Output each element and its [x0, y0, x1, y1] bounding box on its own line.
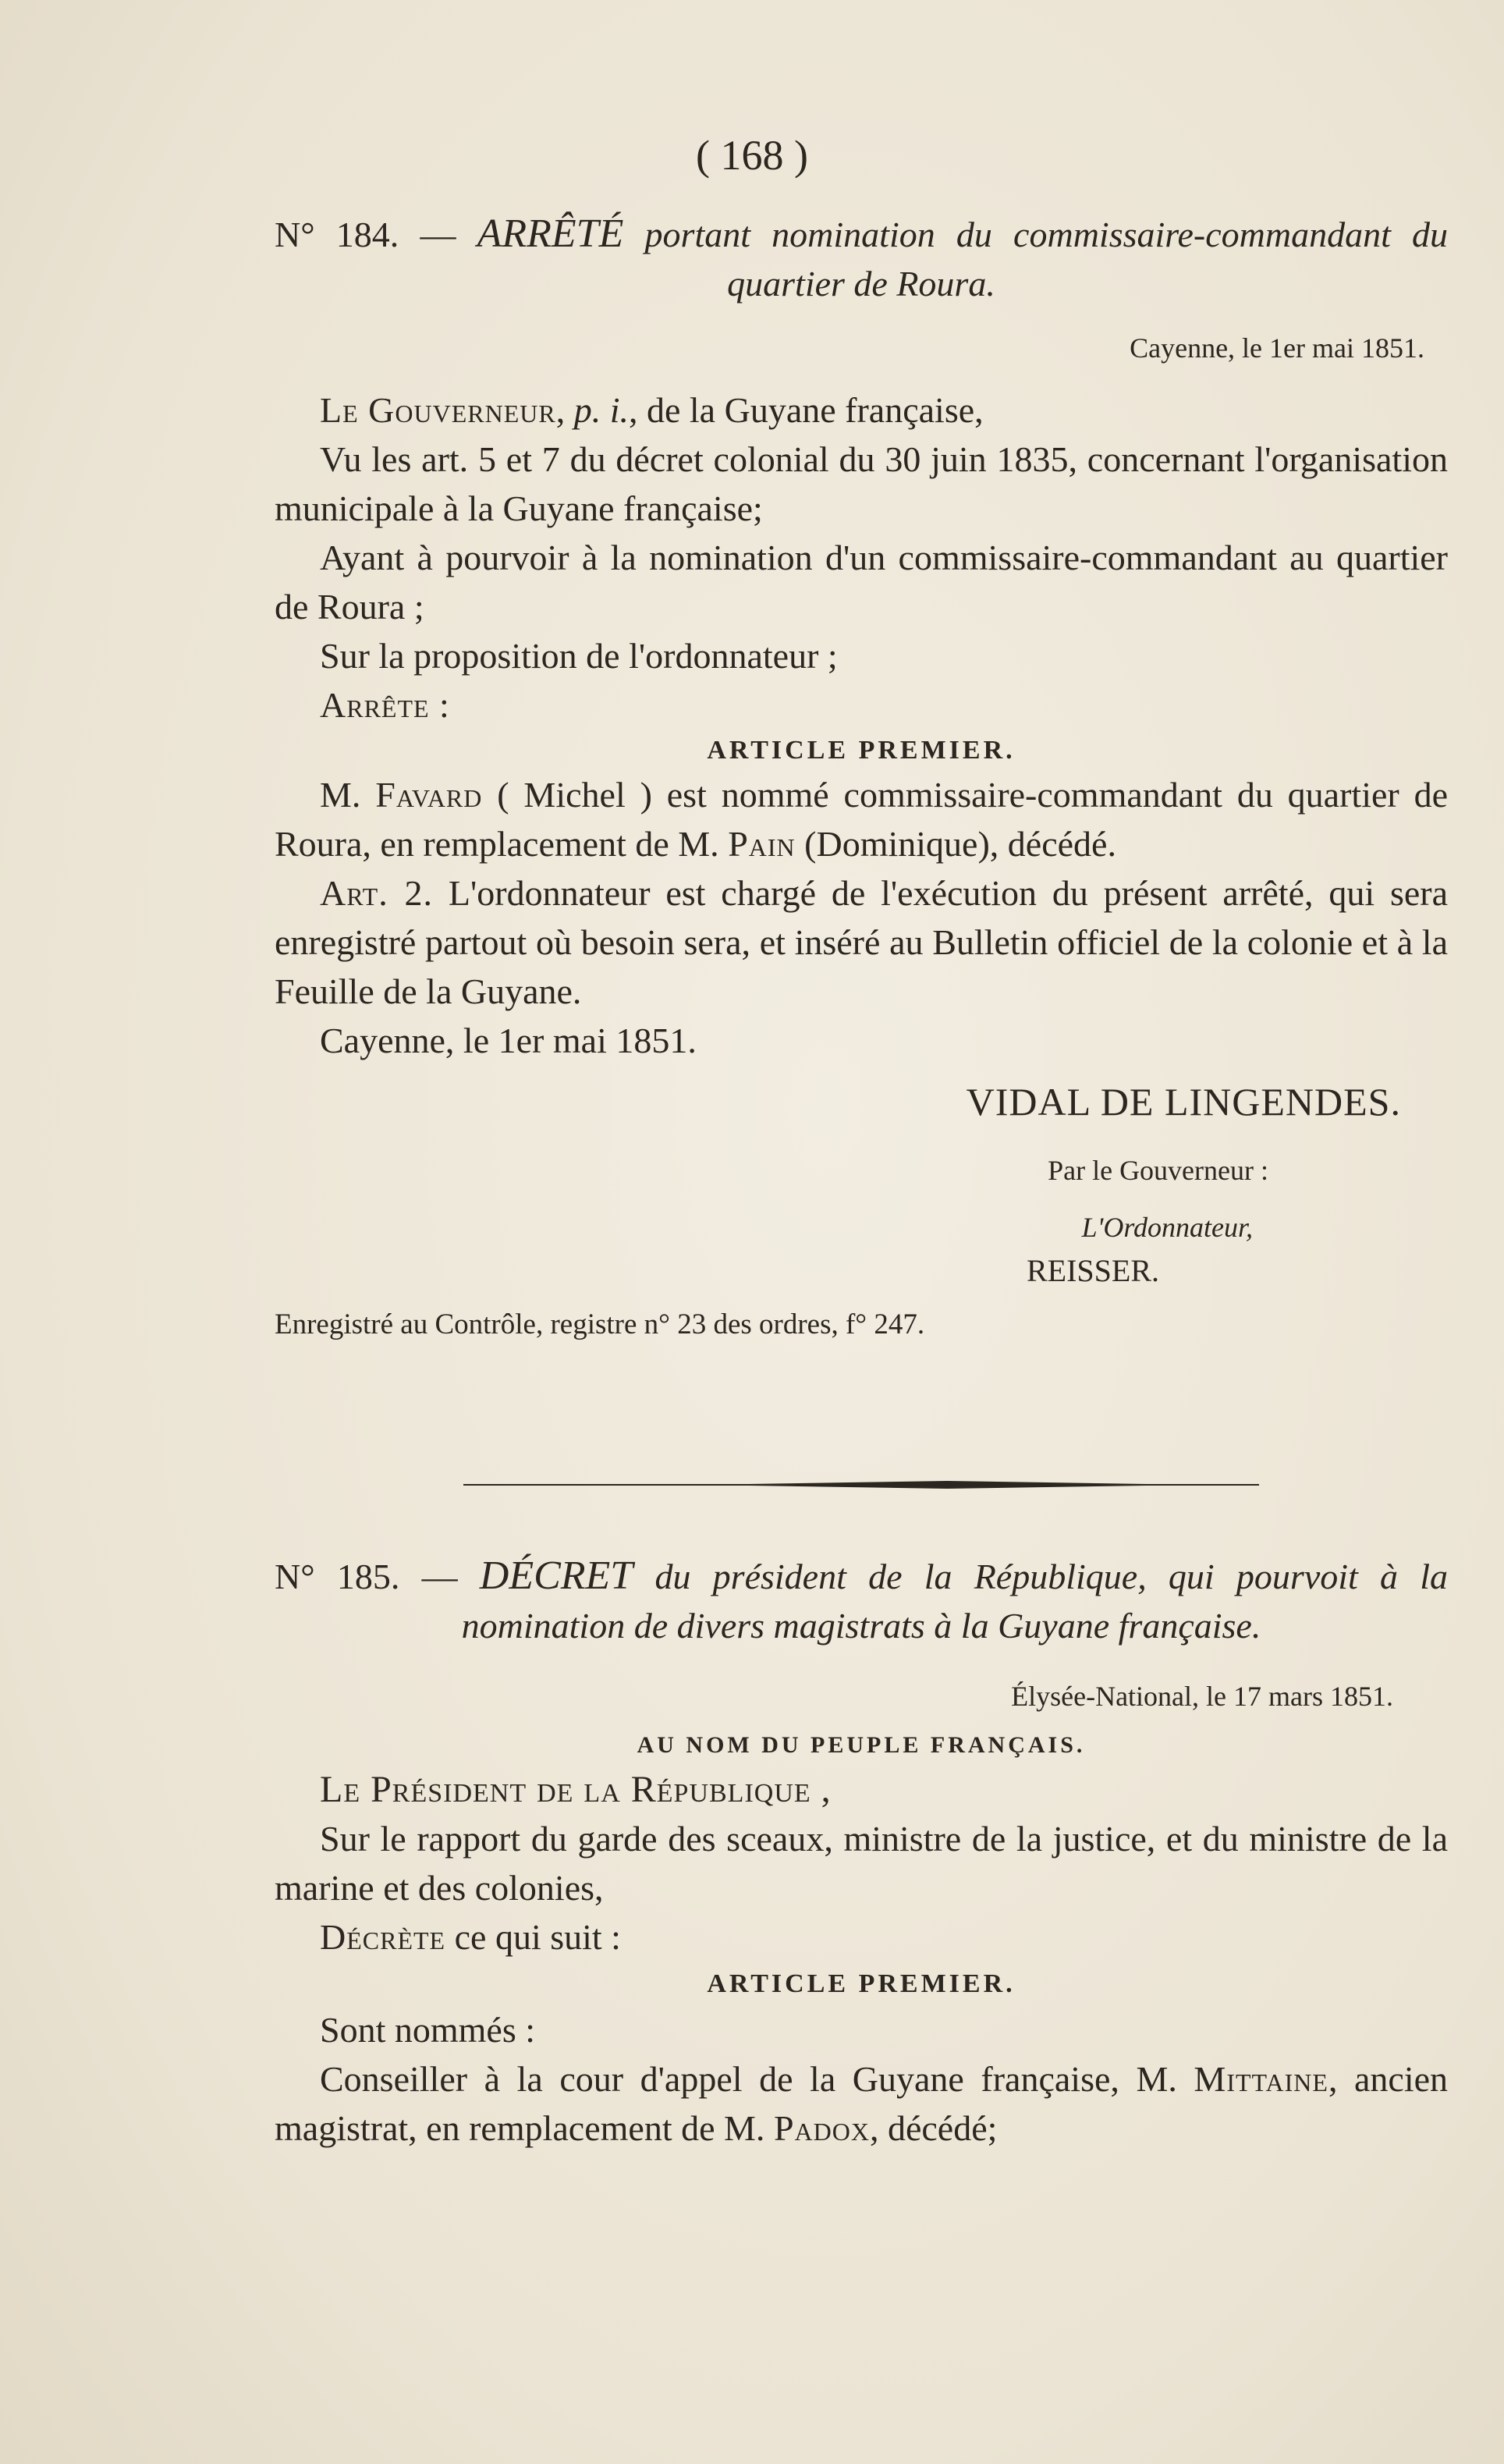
decree-184-article-heading: ARTICLE PREMIER.: [707, 736, 1016, 765]
decree-185-title: du président de la République, qui pourvoit à la nomination de divers magistrats à la Guyane française.: [461, 1557, 1449, 1646]
decree-185-sont-nommes: Sont nommés :: [320, 2010, 536, 2050]
art1-name: Favard: [375, 775, 483, 815]
decree-184-article-2: [275, 868, 1448, 1016]
decree-185-title-word: DÉCRET: [479, 1553, 633, 1598]
governor-interim: p. i.: [573, 390, 629, 430]
decree-185-sur: Sur le rapport du garde des sceaux, ministre de la justice, et du ministre de la marine et des colonies,: [275, 1819, 1448, 1908]
decree-184-sur: Sur la proposition de l'ordonnateur ;: [320, 636, 838, 676]
decree-185: [275, 1551, 1448, 2153]
decree-184-number: N° 184.: [275, 215, 399, 254]
page-number: ( 168 ): [696, 132, 808, 179]
art2-label: Art. 2.: [320, 873, 434, 913]
conseiller-name: Mittaine: [1194, 2059, 1328, 2099]
art1-prefix: M.: [320, 775, 361, 815]
decree-185-place-date: Élysée-National, le 17 mars 1851.: [1011, 1681, 1393, 1712]
par-le-gouverneur: Par le Gouverneur :: [1048, 1155, 1268, 1186]
governor-label: Le Gouverneur: [320, 390, 556, 430]
decrete-rest: ce qui suit :: [454, 1917, 621, 1957]
decree-185-decrete: [275, 1912, 1448, 1962]
decrete-label: Décrète: [320, 1917, 446, 1957]
decree-184-article-1: [275, 770, 1448, 868]
decree-185-heading: [275, 1551, 1448, 1650]
decree-184-title-word: ARRÊTÉ: [477, 211, 624, 256]
art1-name2: Pain: [728, 824, 796, 864]
decree-185-article-heading: ARTICLE PREMIER.: [707, 1969, 1016, 1998]
decree-184: [275, 209, 1448, 1346]
decree-184-signature-2: REISSER.: [1026, 1253, 1159, 1288]
decree-184-heading: [275, 209, 1448, 308]
art1-text: ( Michel ) est nommé commissaire-commandant du quartier de Roura, en remplacement de M.: [275, 775, 1448, 864]
decree-184-vu: Vu les art. 5 et 7 du décret colonial du 30 juin 1835, concernant l'organisation municipale à la Guyane française;: [275, 439, 1448, 528]
decree-185-caps-line: AU NOM DU PEUPLE FRANÇAIS.: [637, 1732, 1086, 1758]
decree-184-preamble: Le Gouverneur, p. i., de la Guyane française,: [320, 390, 984, 430]
registration-note: Enregistré au Contrôle, registre n° 23 des ordres, f° 247.: [275, 1308, 925, 1340]
heading-dash: —: [420, 215, 456, 254]
conseiller-text-1: Conseiller à la cour d'appel de la Guyane française, M.: [320, 2059, 1177, 2099]
decree-184-arrete: Arrête :: [320, 685, 450, 725]
governor-rest: , de la Guyane française,: [628, 390, 984, 430]
art1-text2: (Dominique), décédé.: [804, 824, 1116, 864]
decree-184-ayant: Ayant à pourvoir à la nomination d'un commissaire-commandant au quartier de Roura ;: [275, 538, 1448, 627]
decree-185-conseiller: [275, 2054, 1448, 2153]
art2-text: L'ordonnateur est chargé de l'exécution du présent arrêté, qui sera enregistré partout où besoin sera, et inséré au Bulletin officiel de la colonie et à la Feuille de la Guyane.: [275, 873, 1448, 1011]
decree-184-closing-date: Cayenne, le 1er mai 1851.: [320, 1021, 697, 1060]
conseiller-text-2: , ancien magistrat, en remplacement de M.: [275, 2059, 1449, 2148]
decree-185-president: Le Président de la République ,: [320, 1769, 832, 1810]
decree-184-signature: VIDAL DE LINGENDES.: [966, 1080, 1401, 1124]
decree-184-title: portant nomination du commissaire-commandant du quartier de Roura.: [644, 215, 1449, 304]
decree-185-number: N° 185.: [275, 1557, 400, 1596]
conseiller-text-3: , décédé;: [869, 2108, 998, 2148]
section-divider: [463, 1479, 1259, 1490]
decree-184-place-date: Cayenne, le 1er mai 1851.: [1130, 332, 1424, 364]
heading-dash: —: [421, 1557, 458, 1596]
conseiller-name2: Padox: [773, 2108, 870, 2148]
ordonnateur-label: L'Ordonnateur,: [1081, 1212, 1253, 1243]
